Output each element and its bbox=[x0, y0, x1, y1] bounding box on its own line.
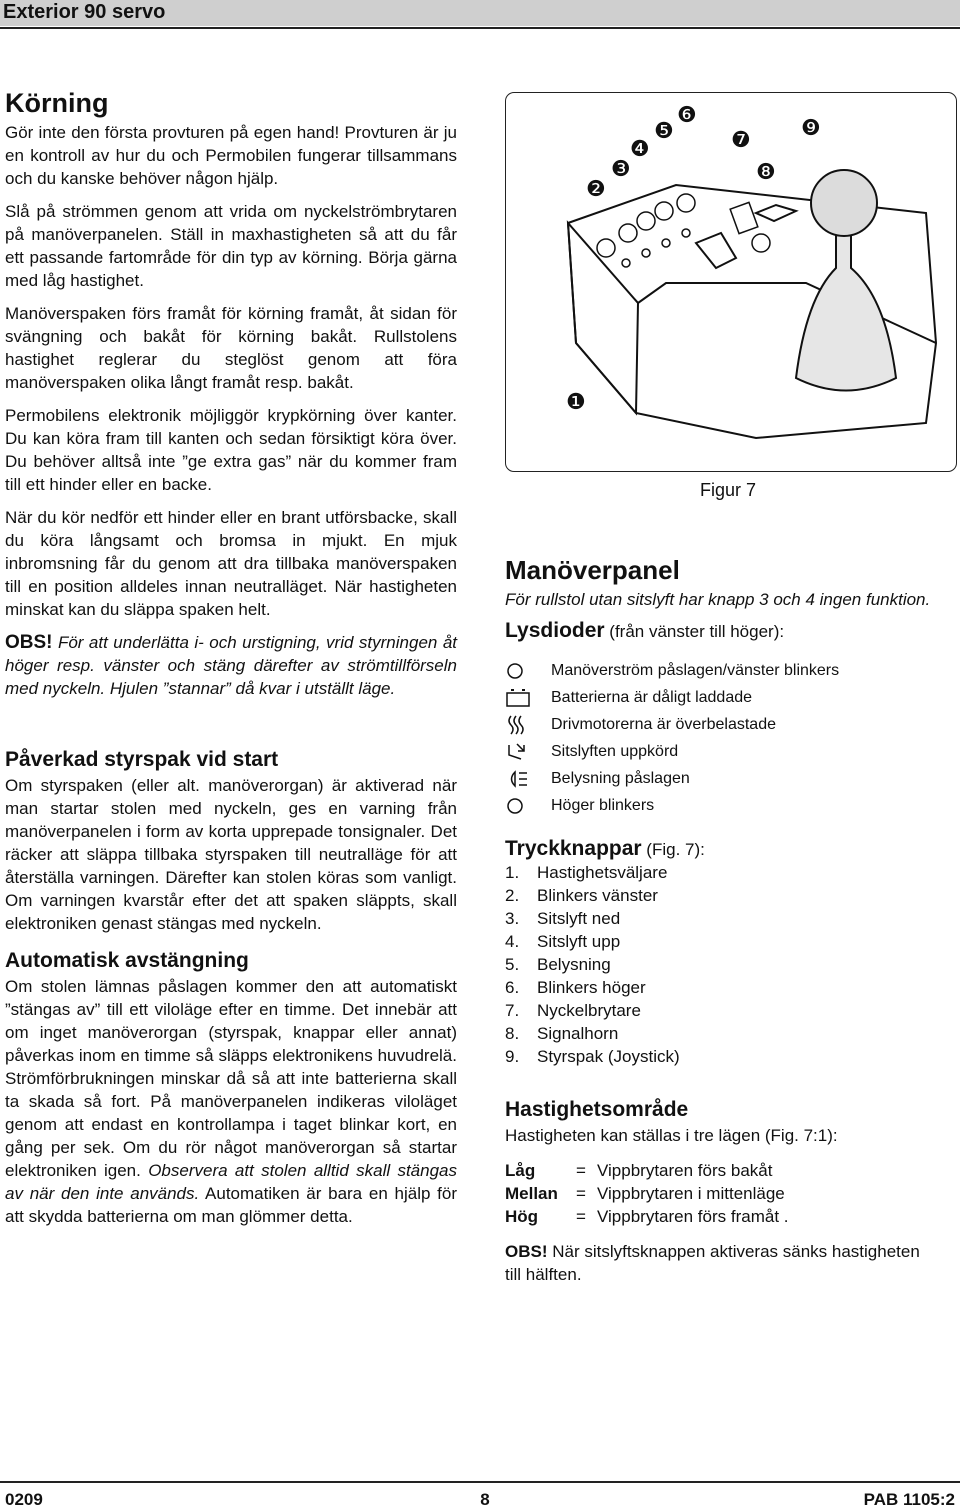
seat-lift-icon bbox=[505, 741, 551, 763]
header-rule bbox=[0, 27, 960, 29]
list-item: 6. Blinkers höger bbox=[505, 978, 646, 997]
lys-sub: (från vänster till höger): bbox=[604, 622, 785, 641]
led-label: Höger blinkers bbox=[551, 796, 655, 814]
callout-7: ❼ bbox=[731, 128, 751, 153]
battery-icon bbox=[505, 687, 551, 709]
obs-label: OBS! bbox=[5, 632, 53, 653]
callout-1: ❶ bbox=[566, 390, 586, 415]
callout-8: ❽ bbox=[756, 160, 776, 185]
led-list bbox=[505, 657, 935, 819]
led-label: Manöverström påslagen/vänster blinkers bbox=[551, 661, 840, 679]
figure-7-panel bbox=[505, 92, 957, 472]
circle-icon bbox=[505, 795, 551, 817]
callout-2: ❷ bbox=[586, 177, 606, 202]
list-item: 8. Signalhorn bbox=[505, 1024, 619, 1043]
figure-caption: Figur 7 bbox=[700, 480, 757, 500]
led-item bbox=[505, 765, 935, 792]
callout-9: ❾ bbox=[801, 116, 821, 141]
lys-heading: Lysdioder bbox=[505, 619, 605, 642]
list-item: 4. Sitslyft upp bbox=[505, 932, 621, 951]
led-item bbox=[505, 684, 935, 711]
list-item: 3. Sitslyft ned bbox=[505, 909, 621, 928]
motor-heat-icon bbox=[505, 714, 551, 736]
list-item: 1. Hastighetsväljare bbox=[505, 863, 668, 882]
hast-heading: Hastighetsområde bbox=[505, 1098, 689, 1121]
range-item: Mellan = Vippbrytaren i mittenläge bbox=[505, 1184, 785, 1203]
tryck-heading-row bbox=[505, 837, 935, 861]
list-item: 2. Blinkers vänster bbox=[505, 886, 658, 905]
korning-p5: När du kör nedför ett hinder eller en brant utförsbacke, skall du köra långsamt och bromsa in mjukt. En mjuk inbromsning får du genom att dra tillbaka manöverspaken till en position alldeles innan neutralläget. När hastigheten minskat kan du släppa spaken helt. bbox=[5, 508, 457, 619]
tryck-heading: Tryckknappar bbox=[505, 837, 642, 860]
left-column bbox=[5, 88, 457, 1228]
korning-p4: Permobilens elektronik möjliggör krypkörning över kanter. Du kan köra fram till kanten och sedan försiktigt köra över. Du behöver alltså inte ”ge extra gas” när du kommer fram till ett hinder eller en backe. bbox=[5, 406, 457, 494]
callout-4: ❹ bbox=[630, 137, 650, 162]
header-title: Exterior 90 servo bbox=[3, 1, 166, 23]
auto-heading: Automatisk avstängning bbox=[5, 949, 249, 972]
hast-obs-label: OBS! bbox=[505, 1242, 548, 1261]
paverkad-heading: Påverkad styrspak vid start bbox=[5, 748, 279, 771]
control-panel-illustration bbox=[506, 93, 956, 471]
paverkad-p1: Om styrspaken (eller alt. manöverorgan) är aktiverad när man startar stolen med nyckeln, ges en varning från manöverpanelen i form av korta upprepade tonsignaler. Det räcker att släppa tillbaka styrspaken till neutralläge för att återställa varningen. Därefter kan stolen köras som vanligt. Om varningen kvarstår efter det att spaken släppts, skall elektroniken genast stängas med nyckeln. bbox=[5, 776, 457, 933]
footer-doc-id: PAB 1105:2 bbox=[863, 1490, 955, 1509]
led-item bbox=[505, 711, 935, 738]
auto-p1 bbox=[5, 975, 457, 1228]
auto-p1a: Om stolen lämnas påslagen kommer den att automatiskt ”stängas av” till ett viloläge efter en timme. Det innebär att om inget manöverorgan (styrspak, knappar eller annat) påverkas inom en timme så släpps elektronikens huvudrelä. Strömförbrukningen minskar då så att inte batterierna skall ta skada så fort. På manöverpanelen indikeras viloläget genom att endast en kontrollampa i taget blinkar kort, en gång per sek. Om du rör något manöverorgan så startar elektroniken igen. bbox=[5, 977, 457, 1180]
headlight-icon bbox=[505, 768, 551, 790]
hast-text: Hastigheten kan ställas i tre lägen (Fig. 7:1): bbox=[505, 1126, 838, 1145]
range-item: Låg = Vippbrytaren förs bakåt bbox=[505, 1161, 773, 1180]
footer-page-number: 8 bbox=[480, 1490, 490, 1509]
footer-rule bbox=[0, 1481, 960, 1483]
range-list bbox=[505, 1159, 935, 1228]
korning-obs bbox=[5, 631, 457, 700]
panel-note: För rullstol utan sitslyft har knapp 3 och 4 ingen funktion. bbox=[505, 590, 931, 609]
led-label: Belysning påslagen bbox=[551, 769, 690, 787]
korning-heading: Körning bbox=[5, 88, 109, 118]
korning-p2: Slå på strömmen genom att vrida om nyckelströmbrytaren på manöverpanelen. Ställ in maxhastigheten så att du får ett passande fartområde för din typ av körning. Börja gärna med låg hastighet. bbox=[5, 202, 457, 290]
hast-obs-text: När sitslyftsknappen aktiveras sänks hastigheten till hälften. bbox=[505, 1242, 920, 1284]
obs-text: För att underlätta i- och urstigning, vrid styrningen åt höger resp. vänster och stäng därefter av strömtillförseln med nyckeln. Hjulen ”stannar” då kvar i utställt läge. bbox=[5, 633, 457, 698]
footer-date: 0209 bbox=[5, 1490, 43, 1509]
tryck-sub: (Fig. 7): bbox=[641, 840, 705, 859]
korning-p1: Gör inte den första provturen på egen hand! Provturen är ju en kontroll av hur du och Permobilen fungerar tillsammans och du kanske behöver någon hjälp. bbox=[5, 123, 457, 188]
list-item: 9. Styrspak (Joystick) bbox=[505, 1047, 680, 1066]
led-item bbox=[505, 792, 935, 819]
list-item: 5. Belysning bbox=[505, 955, 611, 974]
lys-heading-row bbox=[505, 619, 935, 643]
korning-p3: Manöverspaken förs framåt för körning framåt, åt sidan för svängning och bakåt för körning bakåt. Rullstolens hastighet reglerar du steglöst genom att föra manöverspaken olika långt framåt resp. bakåt. bbox=[5, 304, 457, 392]
callout-6: ❻ bbox=[677, 103, 697, 128]
button-list bbox=[505, 861, 935, 1068]
led-label: Drivmotorerna är överbelastade bbox=[551, 715, 776, 733]
right-column bbox=[505, 555, 935, 1286]
panel-heading: Manöverpanel bbox=[505, 555, 680, 585]
hast-obs bbox=[505, 1240, 935, 1286]
auto-p1c: Automatiken är bara en hjälp för att skydda batterierna om man glömmer detta. bbox=[5, 1184, 458, 1226]
list-item: 7. Nyckelbrytare bbox=[505, 1001, 641, 1020]
auto-p1b: Observera att stolen alltid skall stängas av när den inte används. bbox=[5, 1161, 457, 1203]
led-item bbox=[505, 738, 935, 765]
led-item bbox=[505, 657, 935, 684]
page-header bbox=[0, 0, 960, 26]
circle-icon bbox=[505, 660, 551, 682]
callout-3: ❸ bbox=[611, 157, 631, 182]
callout-5: ❺ bbox=[654, 119, 674, 144]
range-item: Hög = Vippbrytaren förs framåt . bbox=[505, 1207, 789, 1226]
led-label: Sitslyften uppkörd bbox=[551, 742, 679, 760]
led-label: Batterierna är dåligt laddade bbox=[551, 688, 753, 706]
